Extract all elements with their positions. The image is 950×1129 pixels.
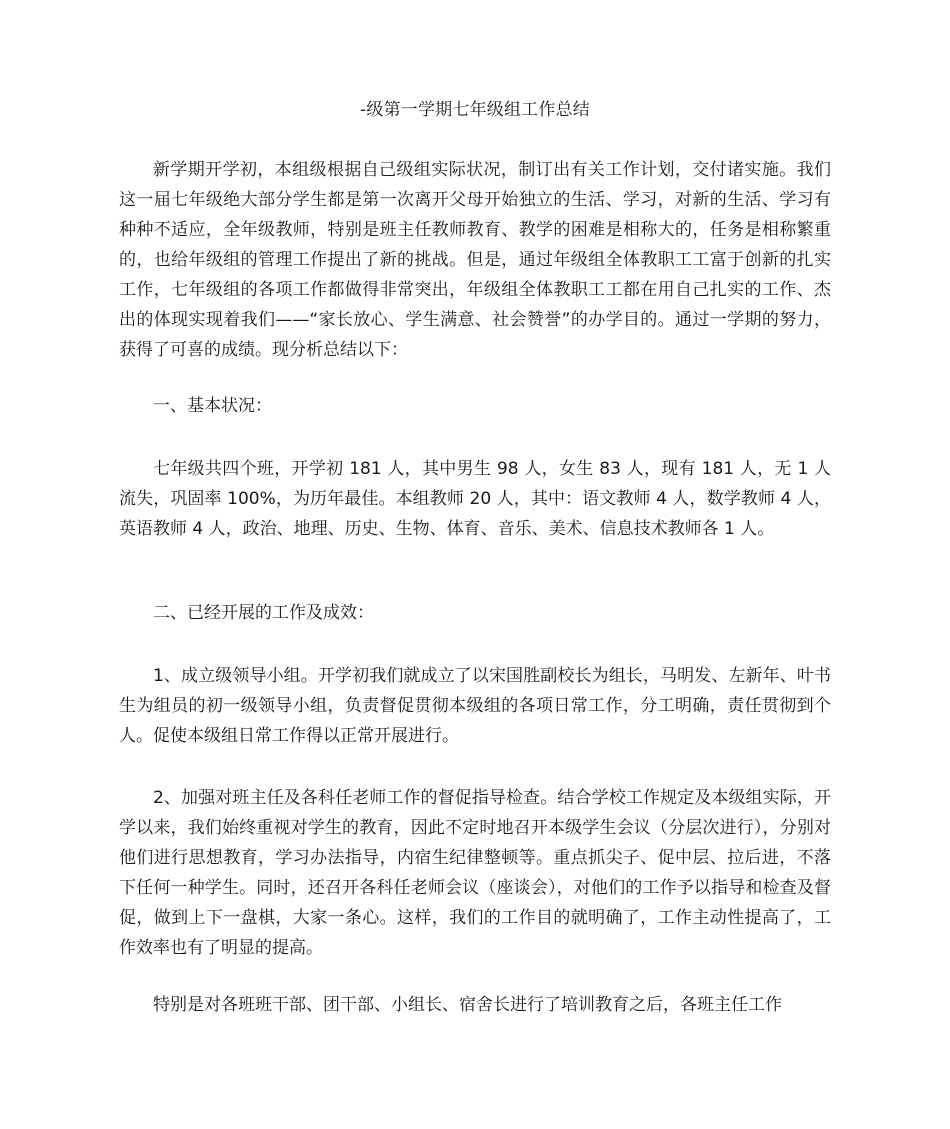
section-heading-basic-status: 一、基本状况： (153, 396, 272, 416)
section-heading-work-results: 二、已经开展的工作及成效： (153, 603, 374, 623)
special-training-paragraph: 特别是对各班班干部、团干部、小组长、宿舍长进行了培训教育之后，各班主任工作 (153, 995, 782, 1015)
intro-paragraph: 新学期开学初，本组级根据自己级组实际状况，制订出有关工作计划，交付诸实施。我们这一届七年级绝大部分学生都是第一次离开父母开始独立的生活、学习，对新的生活、学习有种种不适应，全年级教师，特别是班主任教师教育、教学的困难是相称大的，任务是相称繁重的，也给年级组的管理工作提出了新的挑战。但是，通过年级组全体教职工工富于创新的扎实工作，七年级组的各项工作都做得非常突出，年级组全体教职工工都在用自己扎实的工作、杰出的体现实现着我们——“家长放心、学生满意、社会赞誉”的办学目的。通过一学期的努力，获得了可喜的成绩。现分析总结以下： (119, 160, 831, 360)
work-item-1-paragraph: 1、成立级领导小组。开学初我们就成立了以宋国胜副校长为组长，马明发、左新年、叶书生为组员的初一级领导小组，负责督促贯彻本级组的各项日常工作，分工明确，责任贯彻到个人。促使本级组日常工作得以正常开展进行。 (119, 666, 831, 746)
work-item-2-paragraph: 2、加强对班主任及各科任老师工作的督促指导检查。结合学校工作规定及本级组实际，开学以来，我们始终重视对学生的教育，因此不定时地召开本级学生会议（分层次进行），分别对他们进行思想教育，学习办法指导，内宿生纪律整顿等。重点抓尖子、促中层、拉后进，不落下任何一种学生。同时，还召开各科任老师会议（座谈会），对他们的工作予以指导和检查及督促，做到上下一盘棋，大家一条心。这样，我们的工作目的就明确了，工作主动性提高了，工作效率也有了明显的提高。 (119, 788, 831, 958)
basic-status-paragraph: 七年级共四个班，开学初 181 人，其中男生 98 人，女生 83 人，现有 181 人，无 1 人流失，巩固率 100%，为历年最佳。本组教师 20 人，其中：语文教师 4 人，数学教师 4 人，英语教师 4 人，政治、地理、历史、生物、体育、音乐、美术、信息技术教师各 1 人。 (119, 459, 831, 539)
document-title: -级第一学期七年级组工作总结 (360, 100, 590, 120)
